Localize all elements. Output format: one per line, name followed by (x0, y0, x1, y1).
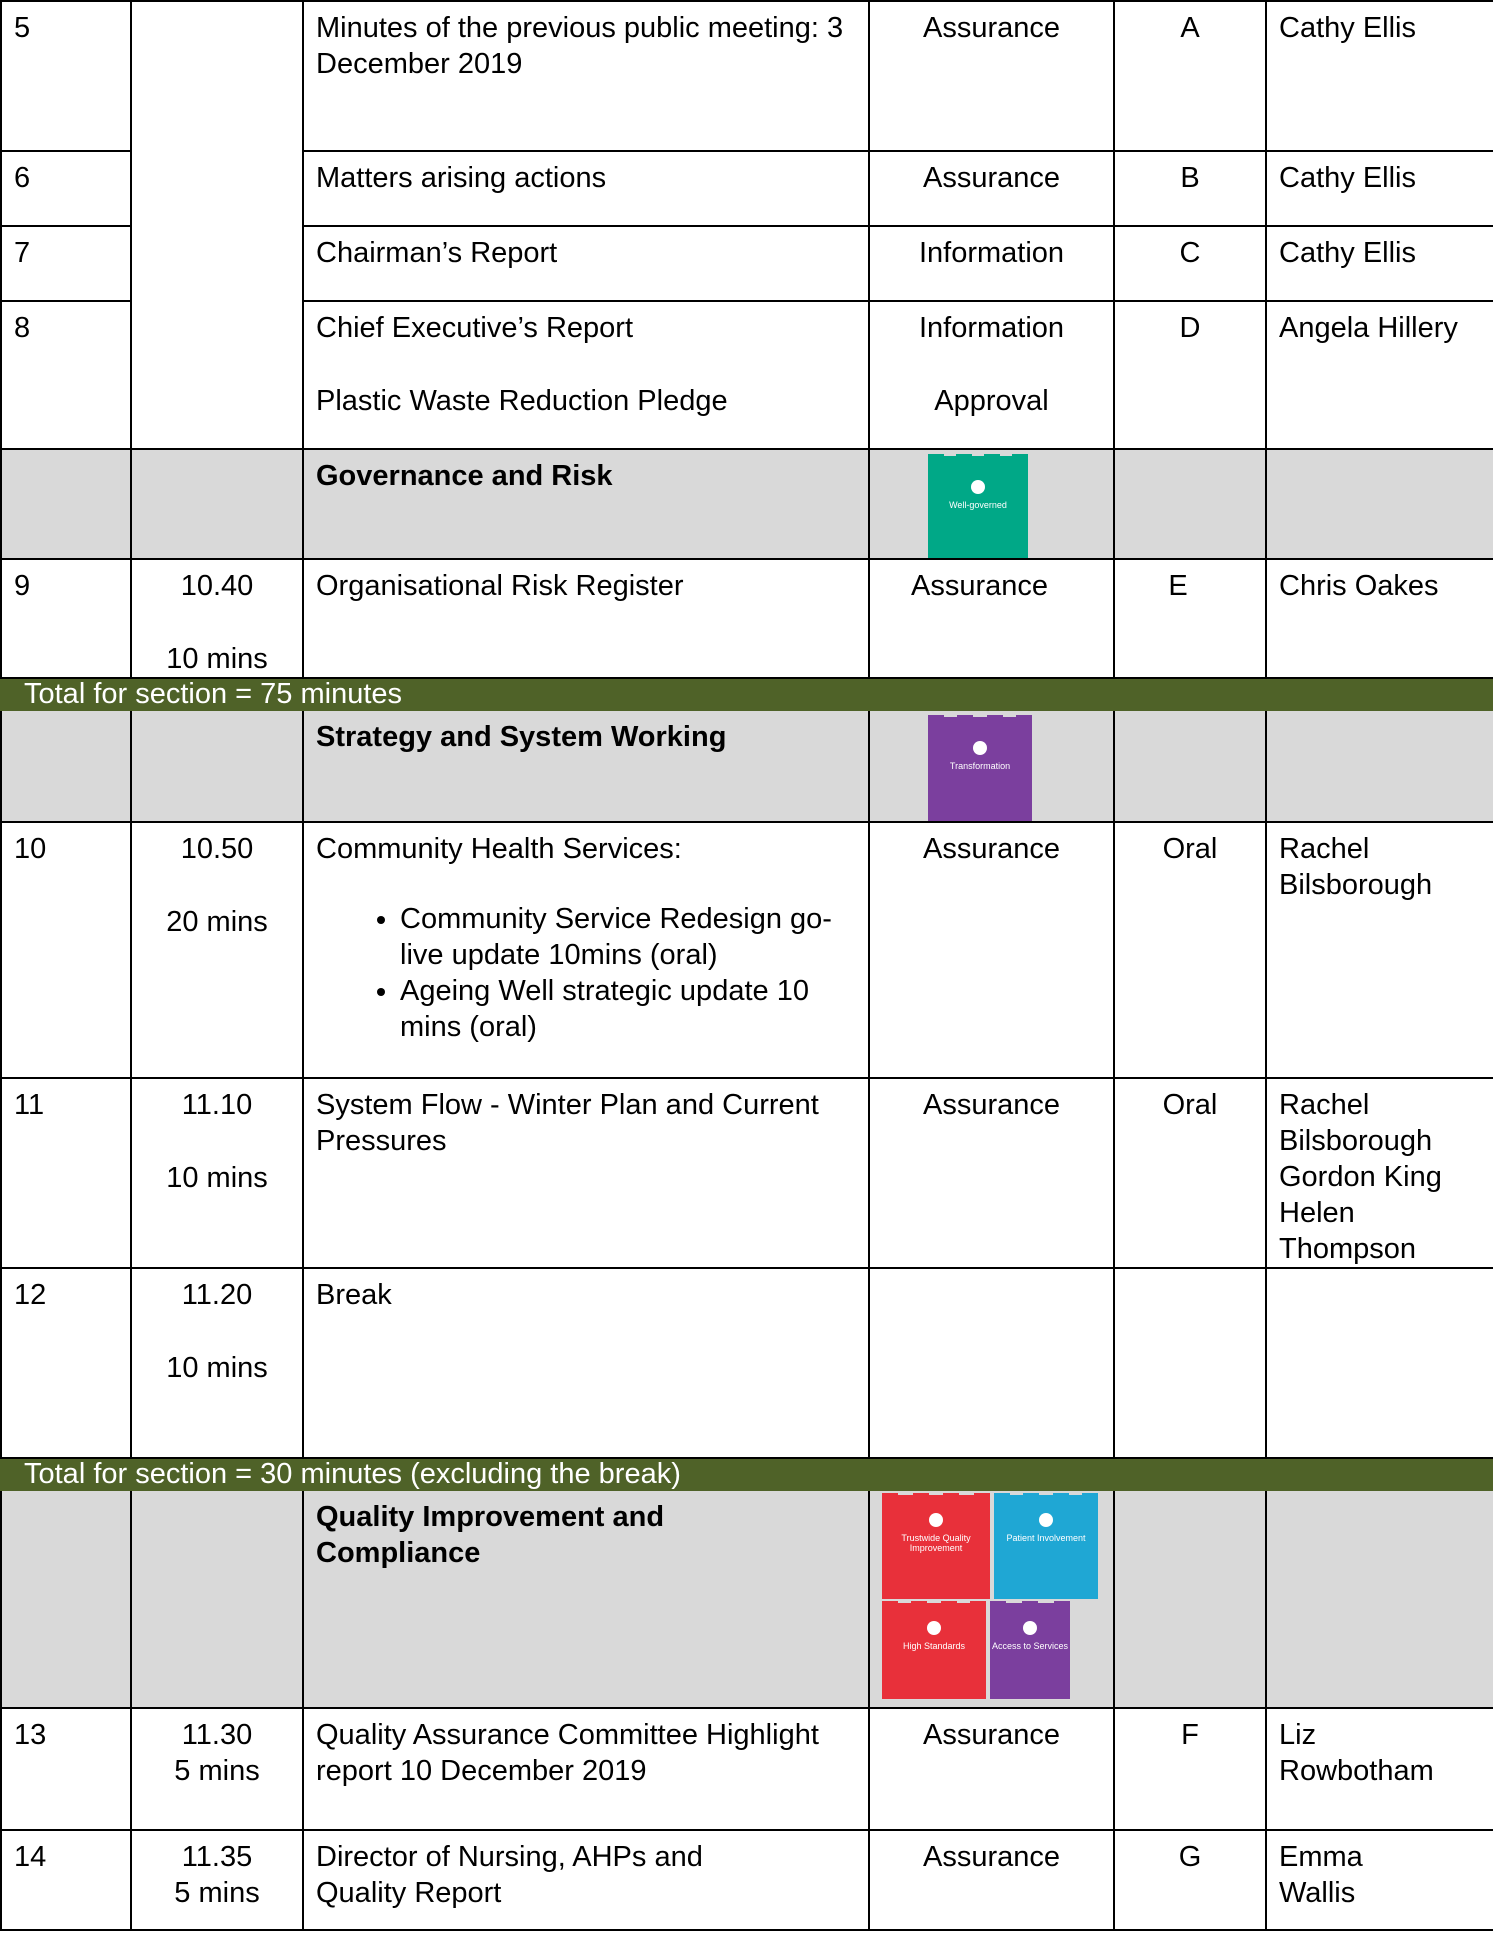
list-item: • Ageing Well strategic update 10 mins (oral) (400, 973, 856, 1045)
item-number: 11 (1, 1078, 131, 1268)
item-lead: Emma Wallis (1266, 1830, 1493, 1930)
section-header-quality (1, 1490, 1493, 1708)
section-total: Total for section = 75 minutes (1, 678, 1493, 710)
table-row (1, 559, 1493, 678)
section-total: Total for section = 30 minutes (excluding the break) (1, 1458, 1493, 1490)
time-cell (131, 1708, 303, 1830)
item-title (303, 822, 869, 1078)
patient-involvement-badge-icon: P Patient Involvement (994, 1495, 1098, 1599)
section-title: Governance and Risk (303, 449, 869, 559)
item-number: 13 (1, 1708, 131, 1830)
item-title-line: Community Health Services: (316, 833, 682, 865)
table-row (1, 822, 1493, 1078)
table-row (1, 1, 1493, 151)
time-cell (131, 1078, 303, 1268)
item-paper: C (1114, 226, 1266, 301)
table-row (1, 1078, 1493, 1268)
item-paper: D (1114, 301, 1266, 449)
duration: 10 mins (166, 643, 268, 675)
item-title: Minutes of the previous public meeting: 3 December 2019 (303, 1, 869, 151)
item-lead: Cathy Ellis (1266, 151, 1493, 226)
start-time: 11.20 (181, 1279, 253, 1311)
item-lead: Angela Hillery (1266, 301, 1493, 449)
item-paper (1114, 1268, 1266, 1458)
time-cell (131, 1268, 303, 1458)
duration: 20 mins (166, 906, 268, 938)
start-time: 11.10 (181, 1089, 253, 1121)
high-standards-badge-icon: S High Standards (882, 1603, 986, 1699)
item-purpose: Assurance (869, 1, 1114, 151)
item-number: 7 (1, 226, 131, 301)
item-purpose: Assurance (869, 1830, 1114, 1930)
item-title: Director of Nursing, AHPs and Quality Report (303, 1830, 869, 1930)
item-paper: Oral (1114, 1078, 1266, 1268)
item-purpose: Assurance (869, 1708, 1114, 1830)
item-title: Matters arising actions (303, 151, 869, 226)
item-purpose-line-2: Approval (934, 385, 1049, 417)
item-lead: Cathy Ellis (1266, 1, 1493, 151)
duration: 5 mins (174, 1755, 260, 1787)
transformation-badge-icon: T Transformation (928, 717, 1032, 821)
time-cell (131, 1, 303, 449)
item-number: 14 (1, 1830, 131, 1930)
item-purpose (869, 301, 1114, 449)
item-subtitle-line: Plastic Waste Reduction Pledge (316, 385, 728, 417)
table-row (1, 1268, 1493, 1458)
item-purpose: Assurance (869, 1078, 1114, 1268)
item-title: System Flow - Winter Plan and Current Pressures (303, 1078, 869, 1268)
time-cell (131, 1830, 303, 1930)
time-cell (131, 559, 303, 678)
item-lead: Chris Oakes (1266, 559, 1493, 678)
section-badges (869, 449, 1114, 559)
item-paper: E (1114, 559, 1266, 678)
item-number: 10 (1, 822, 131, 1078)
time-cell (131, 822, 303, 1078)
access-to-services-badge-icon: A Access to Services (990, 1603, 1070, 1699)
item-lead: Cathy Ellis (1266, 226, 1493, 301)
item-purpose: Assurance (869, 559, 1114, 678)
trustwide-quality-improvement-badge-icon: T Trustwide Quality Improvement (882, 1495, 990, 1599)
item-title: Chairman’s Report (303, 226, 869, 301)
item-lead: Liz Rowbotham (1266, 1708, 1493, 1830)
item-lead: Rachel Bilsborough (1266, 822, 1493, 1078)
item-title: Break (303, 1268, 869, 1458)
item-lead: Rachel Bilsborough Gordon King Helen Thompson (1266, 1078, 1493, 1268)
section-badges (869, 710, 1114, 822)
item-title: Quality Assurance Committee Highlight report 10 December 2019 (303, 1708, 869, 1830)
table-row (1, 1830, 1493, 1930)
item-paper: B (1114, 151, 1266, 226)
item-purpose: Information (869, 226, 1114, 301)
table-row (1, 1708, 1493, 1830)
section-total-row (1, 1458, 1493, 1490)
item-number: 5 (1, 1, 131, 151)
item-title (303, 301, 869, 449)
duration: 10 mins (166, 1162, 268, 1194)
item-purpose-line: Information (918, 312, 1065, 344)
item-paper: A (1114, 1, 1266, 151)
start-time: 10.40 (180, 570, 254, 602)
item-number: 6 (1, 151, 131, 226)
section-badges (869, 1490, 1114, 1708)
item-paper: G (1114, 1830, 1266, 1930)
section-header-governance (1, 449, 1493, 559)
item-purpose: Assurance (869, 151, 1114, 226)
item-number: 9 (1, 559, 131, 678)
item-paper: F (1114, 1708, 1266, 1830)
start-time: 10.50 (180, 833, 254, 865)
item-number: 12 (1, 1268, 131, 1458)
item-paper: Oral (1114, 822, 1266, 1078)
item-bullet-list (316, 901, 856, 1045)
item-purpose: Assurance (869, 822, 1114, 1078)
duration: 5 mins (174, 1877, 260, 1909)
item-title: Organisational Risk Register (303, 559, 869, 678)
item-purpose (869, 1268, 1114, 1458)
section-total-row (1, 678, 1493, 710)
section-title: Strategy and System Working (303, 710, 869, 822)
item-title-line: Chief Executive’s Report (316, 312, 634, 344)
section-header-strategy (1, 710, 1493, 822)
well-governed-badge-icon: G Well-governed (928, 456, 1028, 558)
start-time: 11.35 (181, 1841, 253, 1873)
list-item: • Community Service Redesign go-live update 10mins (oral) (400, 901, 856, 973)
item-number: 8 (1, 301, 131, 449)
start-time: 11.30 (181, 1719, 253, 1751)
section-title: Quality Improvement and Compliance (303, 1490, 869, 1708)
duration: 10 mins (166, 1352, 268, 1384)
item-lead (1266, 1268, 1493, 1458)
